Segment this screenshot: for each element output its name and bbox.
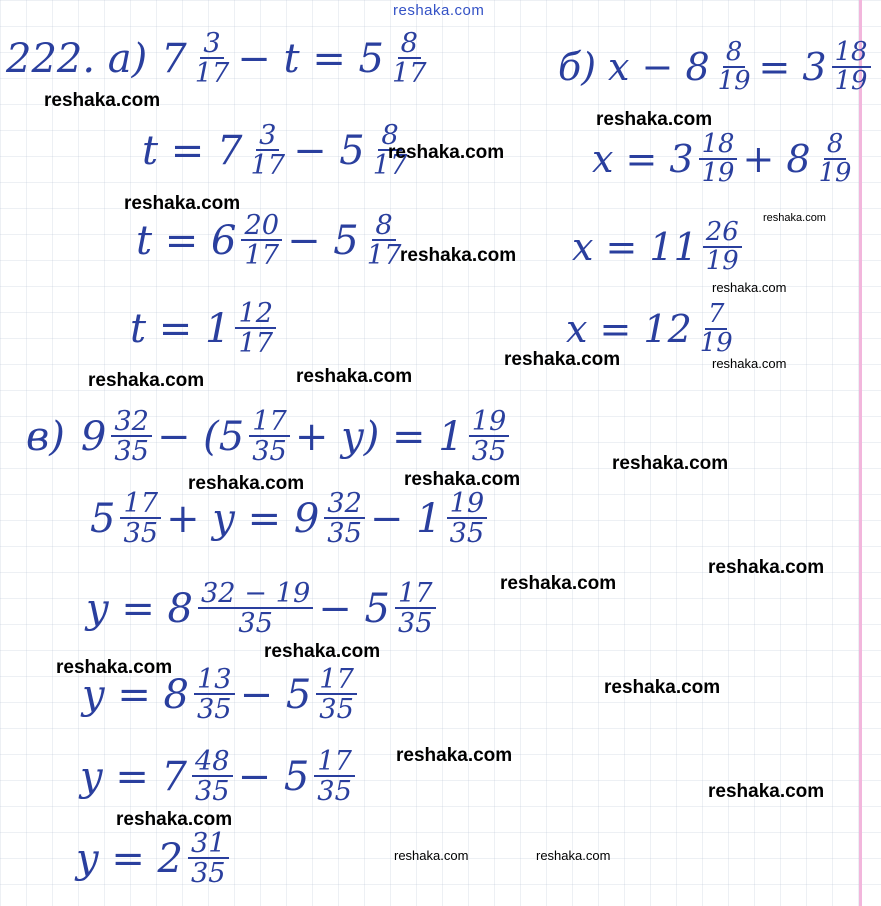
expression-text: x = 11 (572, 225, 698, 270)
fraction (120, 488, 161, 550)
fraction-denominator: 35 (191, 858, 226, 890)
problem-a-answer (130, 298, 281, 360)
fraction-numerator: 19 (447, 490, 488, 519)
fraction-denominator: 19 (699, 327, 733, 358)
watermark: reshaka.com (712, 356, 787, 371)
fraction (816, 129, 855, 188)
expression-text: x − 8 (608, 45, 710, 90)
fraction-numerator: 32 (324, 490, 365, 519)
fraction-numerator: 17 (120, 490, 161, 519)
fraction (395, 578, 436, 640)
watermark: reshaka.com (296, 366, 413, 387)
expression-text: t = 6 (136, 217, 237, 264)
fraction-numerator: 18 (832, 40, 871, 68)
fraction (715, 37, 754, 96)
fraction (389, 28, 430, 90)
watermark: reshaka.com (708, 781, 825, 802)
watermark: reshaka.com (264, 641, 381, 662)
fraction-denominator: 35 (114, 436, 149, 468)
expression-text: − 5 (239, 671, 312, 718)
watermark: reshaka.com (88, 370, 205, 391)
fraction (192, 746, 233, 808)
fraction-numerator: 12 (235, 300, 276, 329)
fraction-numerator: 8 (824, 132, 846, 160)
fraction (703, 217, 742, 276)
expression-text: − t = 5 (237, 35, 384, 82)
fraction-numerator: 3 (256, 122, 279, 151)
fraction (364, 210, 405, 272)
fraction-numerator: 17 (395, 580, 436, 609)
fraction-numerator: 32 − 19 (198, 580, 313, 609)
fraction-numerator: 8 (378, 122, 401, 151)
problem-v-step-1 (90, 488, 492, 550)
fraction-denominator: 17 (250, 150, 286, 182)
fraction-denominator: 35 (197, 694, 232, 726)
expression-text: t = 7 (142, 127, 243, 174)
expression-text: = 3 (758, 45, 827, 90)
fraction-denominator: 19 (834, 65, 868, 96)
fraction (832, 37, 871, 96)
problem-a-step-1 (142, 120, 415, 182)
fraction (324, 488, 365, 550)
expression-text: − 1 (369, 495, 442, 542)
fraction (697, 299, 736, 358)
expression-text: t = 1 (130, 305, 231, 352)
watermark: reshaka.com (612, 453, 729, 474)
watermark: reshaka.com (188, 473, 305, 494)
expression-text: 7 (161, 35, 187, 82)
watermark: reshaka.com (124, 193, 241, 214)
fraction-denominator: 17 (392, 58, 427, 90)
fraction (241, 210, 282, 272)
fraction-denominator: 35 (319, 694, 354, 726)
problem-a-equation (6, 28, 435, 90)
fraction-denominator: 19 (705, 245, 739, 276)
expression-text: − 5 (318, 585, 390, 632)
fraction-numerator: 7 (705, 302, 727, 330)
problem-v-step-4 (80, 746, 360, 808)
fraction-denominator: 17 (238, 328, 274, 360)
fraction-numerator: 8 (723, 40, 745, 68)
fraction-numerator: 31 (188, 830, 229, 859)
fraction-numerator: 18 (699, 132, 738, 160)
fraction-denominator: 19 (701, 157, 735, 188)
fraction (316, 664, 357, 726)
fraction-denominator: 35 (317, 776, 352, 808)
fraction (194, 664, 235, 726)
watermark: reshaka.com (396, 745, 513, 766)
watermark: reshaka.com (712, 280, 787, 295)
problem-v-step-2 (86, 578, 441, 640)
fraction-numerator: 17 (314, 748, 355, 777)
expression-text: 5 (90, 495, 116, 542)
fraction (192, 28, 233, 90)
fraction-denominator: 35 (449, 518, 485, 550)
problem-a-label: 222. а) (6, 35, 148, 82)
fraction (198, 578, 313, 640)
expression-text: + y = 9 (166, 495, 320, 542)
fraction (249, 406, 290, 468)
fraction-denominator: 17 (366, 240, 402, 272)
fraction-denominator: 19 (818, 157, 852, 188)
problem-v-answer (76, 828, 234, 890)
fraction-numerator: 3 (200, 30, 223, 59)
watermark-top: reshaka.com (393, 2, 485, 19)
watermark: reshaka.com (596, 109, 713, 130)
fraction-numerator: 13 (194, 666, 235, 695)
watermark: reshaka.com (116, 809, 233, 830)
watermark: reshaka.com (400, 245, 517, 266)
watermark: reshaka.com (708, 557, 825, 578)
problem-v-label: в) (26, 413, 65, 460)
problem-a-step-2 (136, 210, 409, 272)
watermark: reshaka.com (56, 657, 173, 678)
expression-text: + y) = 1 (294, 413, 464, 460)
fraction-denominator: 35 (195, 776, 230, 808)
fraction (469, 406, 510, 468)
fraction-numerator: 19 (469, 408, 510, 437)
fraction-denominator: 17 (244, 240, 280, 272)
fraction-denominator: 35 (238, 608, 273, 640)
fraction-denominator: 35 (327, 518, 362, 550)
fraction-numerator: 32 (111, 408, 152, 437)
expression-text: y = 8 (82, 671, 189, 718)
expression-text: x = 3 (592, 137, 694, 182)
fraction-numerator: 8 (372, 212, 395, 241)
expression-text: − 5 (287, 217, 359, 264)
fraction-denominator: 35 (397, 608, 433, 640)
watermark: reshaka.com (763, 212, 826, 224)
expression-text: x = 12 (566, 307, 692, 352)
fraction-numerator: 17 (316, 666, 357, 695)
fraction (314, 746, 355, 808)
fraction (188, 828, 229, 890)
expression-text: − 5 (293, 127, 365, 174)
watermark: reshaka.com (404, 469, 521, 490)
fraction-numerator: 20 (241, 212, 282, 241)
fraction-denominator: 35 (471, 436, 507, 468)
watermark: reshaka.com (536, 848, 611, 863)
fraction (699, 129, 738, 188)
problem-v-equation (26, 406, 514, 468)
watermark: reshaka.com (604, 677, 721, 698)
fraction-numerator: 8 (398, 30, 421, 59)
fraction (111, 406, 152, 468)
fraction-numerator: 48 (192, 748, 233, 777)
fraction-denominator: 35 (123, 518, 159, 550)
expression-text: y = 8 (86, 585, 193, 632)
expression-text: y = 2 (76, 835, 183, 882)
watermark: reshaka.com (394, 848, 469, 863)
watermark: reshaka.com (44, 90, 161, 111)
expression-text: 9 (80, 413, 107, 460)
fraction (447, 488, 488, 550)
expression-text: − (5 (156, 413, 245, 460)
fraction-numerator: 26 (703, 220, 742, 248)
fraction-denominator: 17 (372, 150, 408, 182)
expression-text: − 5 (237, 753, 310, 800)
problem-b-step-2 (572, 217, 747, 276)
fraction (247, 120, 288, 182)
problem-b-equation (558, 37, 876, 96)
expression-text: + 8 (742, 137, 811, 182)
expression-text: y = 7 (80, 753, 187, 800)
watermark: reshaka.com (504, 349, 621, 370)
fraction (235, 298, 276, 360)
problem-b-label: б) (558, 45, 597, 90)
watermark: reshaka.com (500, 573, 617, 594)
problem-b-step-1 (592, 129, 859, 188)
fraction-denominator: 19 (717, 65, 751, 96)
fraction-denominator: 35 (252, 436, 287, 468)
fraction-denominator: 17 (194, 58, 230, 90)
watermark: reshaka.com (388, 142, 505, 163)
fraction-numerator: 17 (249, 408, 290, 437)
